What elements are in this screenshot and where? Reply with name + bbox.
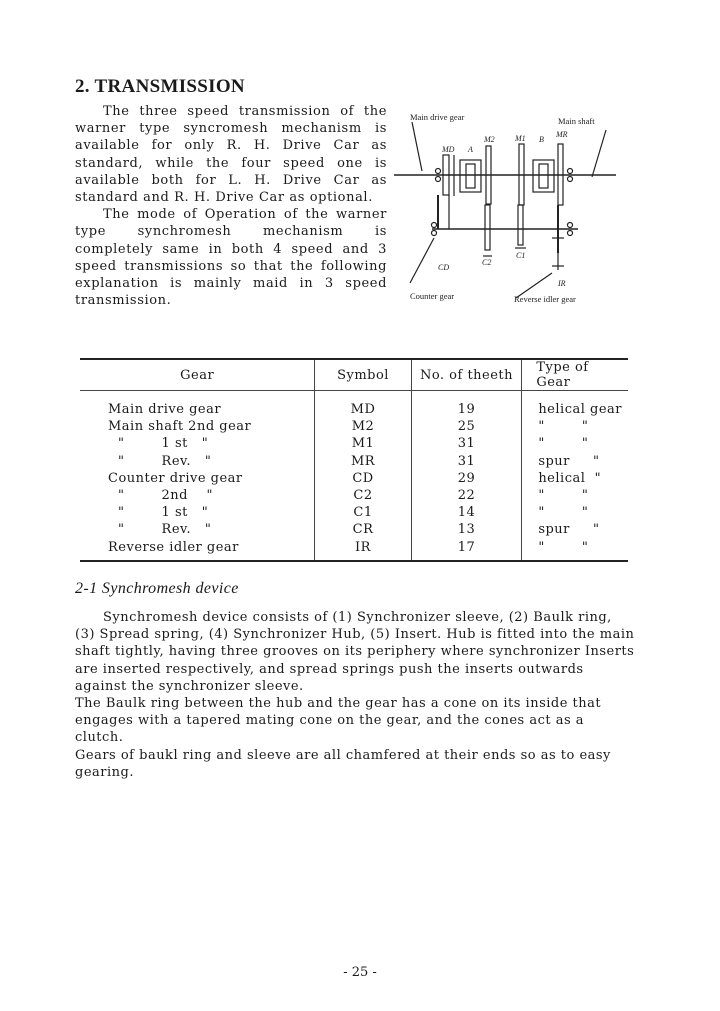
subsection-text xyxy=(75,609,635,781)
cell-type: helical " xyxy=(538,470,602,486)
cell-gear: " Rev. " xyxy=(80,521,315,538)
cell-symbol: M2 xyxy=(315,418,411,435)
cell-type: " " xyxy=(538,419,589,435)
cell-type: " " xyxy=(538,505,589,521)
cell-symbol: M1 xyxy=(315,435,411,452)
subsection-paragraph-2: The Baulk ring between the hub and the gear has a cone on its inside that engages with a tapered mating cone on the gear, and the cones act as a clutch. xyxy=(75,696,602,746)
cell-gear: Main drive gear xyxy=(80,391,315,419)
cell-type: " " xyxy=(522,539,628,561)
subsection-title: 2-1 Synchromesh device xyxy=(75,580,239,597)
header-type: Type of Gear xyxy=(522,359,628,391)
cell-symbol: CR xyxy=(315,521,411,538)
cell-symbol: C1 xyxy=(315,504,411,521)
code-c2: C2 xyxy=(482,258,492,267)
code-mr: MR xyxy=(556,130,568,139)
table-header-row xyxy=(80,359,628,391)
header-gear: Gear xyxy=(80,359,315,391)
code-m2: M2 xyxy=(484,135,495,144)
cell-symbol: CD xyxy=(315,470,411,487)
table-row xyxy=(80,521,628,538)
table-row xyxy=(80,539,628,561)
header-symbol: Symbol xyxy=(315,359,411,391)
cell-type: " " xyxy=(538,436,589,452)
header-teeth: No. of theeth xyxy=(411,359,522,391)
code-ir: IR xyxy=(558,279,566,288)
intro-text xyxy=(75,103,387,309)
cell-teeth: 22 xyxy=(411,487,522,504)
subsection-paragraph-3: Gears of baukl ring and sleeve are all chamfered at their ends so as to easy gearing. xyxy=(75,747,611,780)
page-number: - 25 - xyxy=(343,965,377,980)
table-row xyxy=(80,487,628,504)
cell-teeth: 13 xyxy=(411,521,522,538)
cell-gear: Counter drive gear xyxy=(80,470,315,487)
cell-teeth: 25 xyxy=(411,418,522,435)
label-counter-gear: Counter gear xyxy=(410,291,455,301)
cell-gear: " 2nd " xyxy=(80,487,315,504)
cell-teeth: 17 xyxy=(411,539,522,561)
cell-type: spur " xyxy=(538,453,600,469)
label-main-drive-gear: Main drive gear xyxy=(410,112,465,122)
label-main-shaft: Main shaft xyxy=(558,116,595,126)
table-row xyxy=(80,504,628,521)
label-reverse-idler-gear: Reverse idler gear xyxy=(514,294,576,304)
gear-table xyxy=(80,358,628,562)
table-row xyxy=(80,435,628,452)
cell-teeth: 19 xyxy=(411,391,522,419)
cell-symbol: IR xyxy=(315,539,411,561)
code-b: B xyxy=(539,135,544,144)
table-row xyxy=(80,470,628,487)
cell-gear: Reverse idler gear xyxy=(80,539,315,561)
cell-teeth: 31 xyxy=(411,453,522,470)
code-a: A xyxy=(468,145,473,154)
cell-gear: Main shaft 2nd gear xyxy=(80,418,315,435)
table-row xyxy=(80,453,628,470)
cell-symbol: C2 xyxy=(315,487,411,504)
cell-symbol: MR xyxy=(315,453,411,470)
intro-paragraph-2: The mode of Operation of the warner type synchromesh mechanism is completely same in both 4 speed and 3 speed transmissions so that the following explanation is mainly maid in 3 speed transmission. xyxy=(75,207,387,309)
cell-gear: " Rev. " xyxy=(80,453,315,470)
cell-symbol: MD xyxy=(315,391,411,419)
subsection-paragraph-1: Synchromesh device consists of (1) Synchronizer sleeve, (2) Baulk ring, (3) Spread spring, (4) Synchronizer Hub, (5) Insert. Hub is fitted into the main shaft tightly, having three grooves on its periphery where synchronizer Inserts are inserted respectively, and spread springs push the inserts outwards against the synchronizer sleeve. xyxy=(75,610,635,694)
cell-type: " " xyxy=(538,488,589,504)
transmission-diagram xyxy=(392,108,622,313)
intro-paragraph-1: The three speed transmission of the warner type syncromesh mechanism is available for only R. H. Drive Car as standard, while the four speed one is available both for L. H. Drive Car as standard and R. H. Drive Car as optional. xyxy=(75,104,387,206)
section-title: 2. TRANSMISSION xyxy=(75,76,245,97)
code-md: MD xyxy=(442,145,455,154)
cell-type: helical gear xyxy=(538,402,622,418)
cell-type: spur " xyxy=(538,522,600,538)
cell-teeth: 14 xyxy=(411,504,522,521)
cell-teeth: 31 xyxy=(411,435,522,452)
table-row xyxy=(80,391,628,419)
code-m1: M1 xyxy=(515,134,526,143)
cell-gear: " 1 st " xyxy=(80,435,315,452)
code-c1: C1 xyxy=(516,251,526,260)
code-cd: CD xyxy=(438,263,450,272)
cell-gear: " 1 st " xyxy=(80,504,315,521)
table-row xyxy=(80,418,628,435)
cell-teeth: 29 xyxy=(411,470,522,487)
